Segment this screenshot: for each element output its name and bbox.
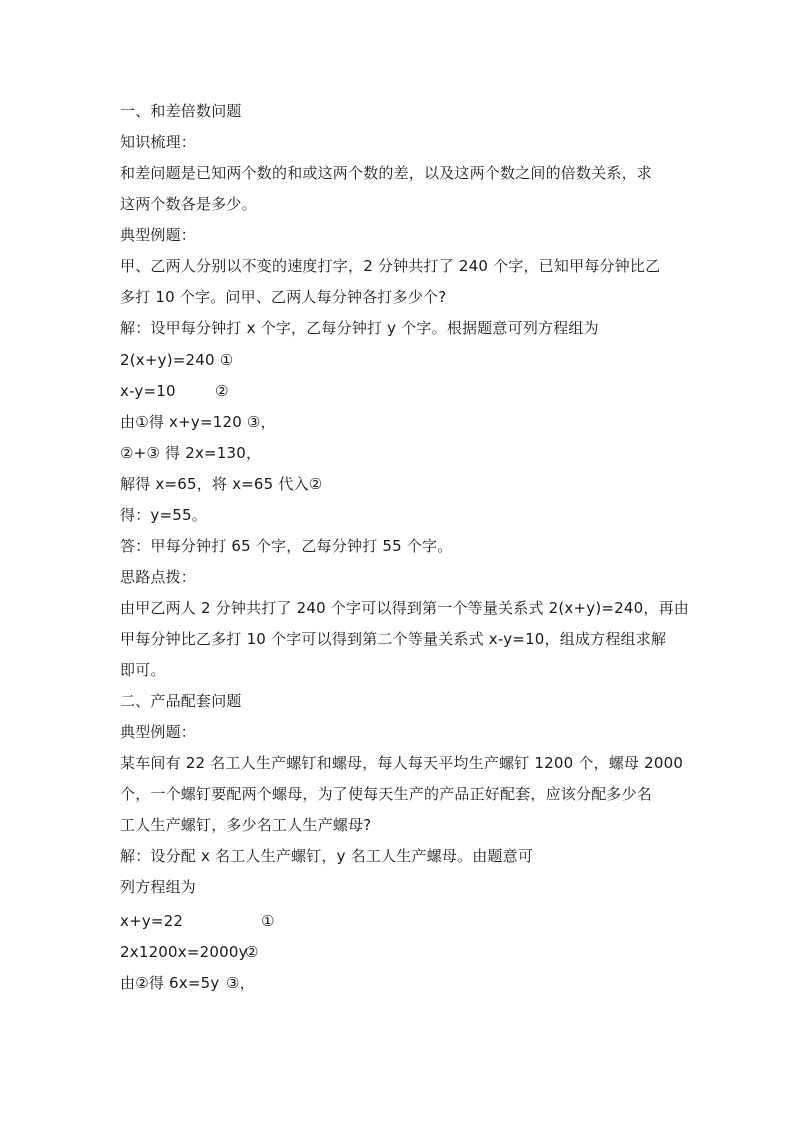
section-heading-2: 二、产品配套问题	[120, 692, 242, 710]
section-heading-1: 一、和差倍数问题	[120, 102, 242, 120]
solution-line: 解：设分配 x 名工人生产螺钉，y 名工人生产螺母。由题意可	[120, 847, 534, 865]
equation-text: x+y=22	[120, 912, 184, 930]
equation-number: ②	[215, 382, 229, 400]
equation-line: ②+③ 得 2x=130，	[120, 444, 262, 462]
label-knowledge: 知识梳理：	[120, 133, 197, 151]
paragraph-line: 多打 10 个字。问甲、乙两人每分钟各打多少个?	[120, 288, 447, 306]
equation-line: 解得 x=65，将 x=65 代入②	[120, 475, 323, 493]
paragraph-line: 甲每分钟比乙多打 10 个字可以得到第二个等量关系式 x-y=10，组成方程组求解	[120, 630, 667, 648]
equation-text: 由②得 6x=5y	[120, 974, 220, 992]
paragraph-line: 即可。	[120, 661, 166, 679]
label-hint: 思路点拨：	[120, 568, 197, 586]
equation-line	[120, 973, 255, 993]
equation-line: 2(x+y)=240 ①	[120, 351, 234, 369]
equation-line	[120, 911, 275, 931]
paragraph-line: 个，一个螺钉要配两个螺母，为了使每天生产的产品正好配套，应该分配多少名	[120, 785, 653, 803]
paragraph-line: 这两个数各是多少。	[120, 195, 257, 213]
paragraph-line: 某车间有 22 名工人生产螺钉和螺母，每人每天平均生产螺钉 1200 个，螺母 2000	[120, 754, 684, 772]
equation-number: ②	[245, 943, 259, 961]
solution-line: 解：设甲每分钟打 x 个字，乙每分钟打 y 个字。根据题意可列方程组为	[120, 319, 599, 337]
paragraph-line: 由甲乙两人 2 分钟共打了 240 个字可以得到第一个等量关系式 2(x+y)=240，再由	[120, 599, 689, 617]
solution-line: 列方程组为	[120, 878, 197, 896]
equation-line	[120, 381, 229, 401]
label-example: 典型例题：	[120, 723, 197, 741]
equation-line: 得：y=55。	[120, 506, 207, 524]
equation-text: x-y=10	[120, 382, 176, 400]
answer-line: 答：甲每分钟打 65 个字，乙每分钟打 55 个字。	[120, 537, 453, 555]
equation-line	[120, 942, 259, 962]
label-example: 典型例题：	[120, 226, 197, 244]
equation-number: ③，	[226, 974, 255, 992]
equation-text: 2x1200x=2000y	[120, 943, 248, 961]
equation-number: ①	[261, 912, 275, 930]
paragraph-line: 和差问题是已知两个数的和或这两个数的差，以及这两个数之间的倍数关系，求	[120, 164, 653, 182]
equation-line: 由①得 x+y=120 ③，	[120, 413, 276, 431]
paragraph-line: 甲、乙两人分别以不变的速度打字，2 分钟共打了 240 个字，已知甲每分钟比乙	[120, 257, 661, 275]
paragraph-line: 工人生产螺钉，多少名工人生产螺母?	[120, 816, 372, 834]
